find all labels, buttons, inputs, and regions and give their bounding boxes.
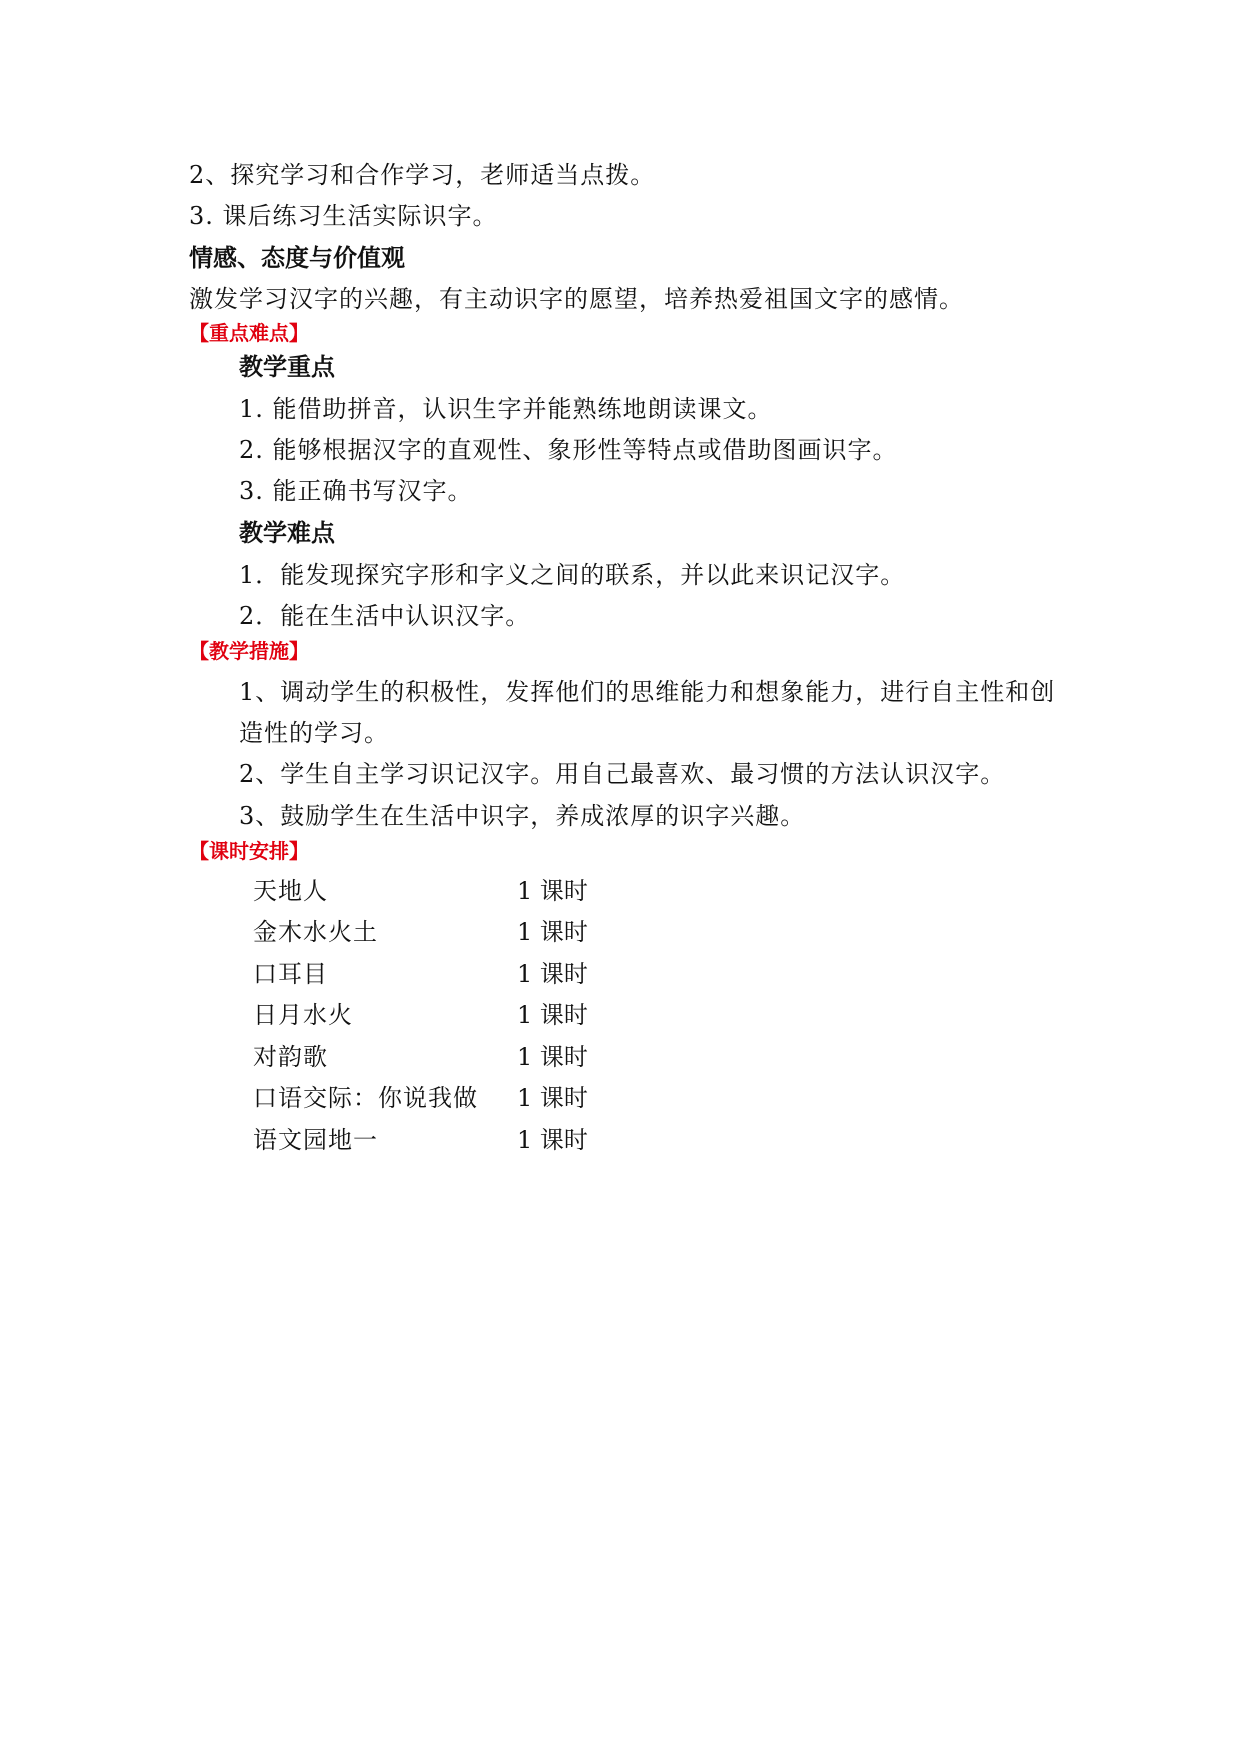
teaching-focus-heading: 教学重点 [239,353,335,381]
schedule-lesson-hours: 1 课时 [517,1043,588,1071]
schedule-lesson-name: 口耳目 [253,960,328,988]
schedule-lesson-hours: 1 课时 [517,1126,588,1154]
schedule-lesson-hours: 1 课时 [517,918,588,946]
section-heading-measures: 【教学措施】 [189,639,309,663]
measure-item-3: 3、鼓励学生在生活中识字，养成浓厚的识字兴趣。 [239,802,806,830]
schedule-lesson-name: 金木水火土 [253,918,378,946]
section-heading-schedule: 【课时安排】 [189,839,309,863]
difficulty-item: 2．能在生活中认识汉字。 [239,602,531,630]
measure-item-2: 2、学生自主学习识记汉字。用自己最喜欢、最习惯的方法认识汉字。 [239,760,1006,788]
method-item-2: 2、探究学习和合作学习，老师适当点拨。 [189,161,656,189]
teaching-difficulty-heading: 教学难点 [239,519,335,547]
emotion-text: 激发学习汉字的兴趣，有主动识字的愿望，培养热爱祖国文字的感情。 [189,285,964,313]
schedule-lesson-name: 日月水火 [253,1001,353,1029]
schedule-lesson-hours: 1 课时 [517,877,588,905]
schedule-lesson-name: 语文园地一 [253,1126,378,1154]
difficulty-item: 1．能发现探究字形和字义之间的联系，并以此来识记汉字。 [239,561,906,589]
measure-item-1-line-1: 1、调动学生的积极性，发挥他们的思维能力和想象能力，进行自主性和创 [239,678,1056,706]
focus-item: 2. 能够根据汉字的直观性、象形性等特点或借助图画识字。 [239,436,898,464]
schedule-lesson-hours: 1 课时 [517,960,588,988]
section-heading-key-points: 【重点难点】 [189,321,309,345]
method-item-3: 3. 课后练习生活实际识字。 [189,202,498,230]
schedule-lesson-name: 天地人 [253,877,328,905]
schedule-lesson-hours: 1 课时 [517,1084,588,1112]
focus-item: 3. 能正确书写汉字。 [239,477,473,505]
focus-item: 1. 能借助拼音，认识生字并能熟练地朗读课文。 [239,395,773,423]
emotion-heading: 情感、态度与价值观 [189,244,405,272]
measure-item-1-line-2: 造性的学习。 [239,719,389,747]
schedule-lesson-name: 口语交际：你说我做 [253,1084,478,1112]
schedule-lesson-name: 对韵歌 [253,1043,328,1071]
schedule-lesson-hours: 1 课时 [517,1001,588,1029]
